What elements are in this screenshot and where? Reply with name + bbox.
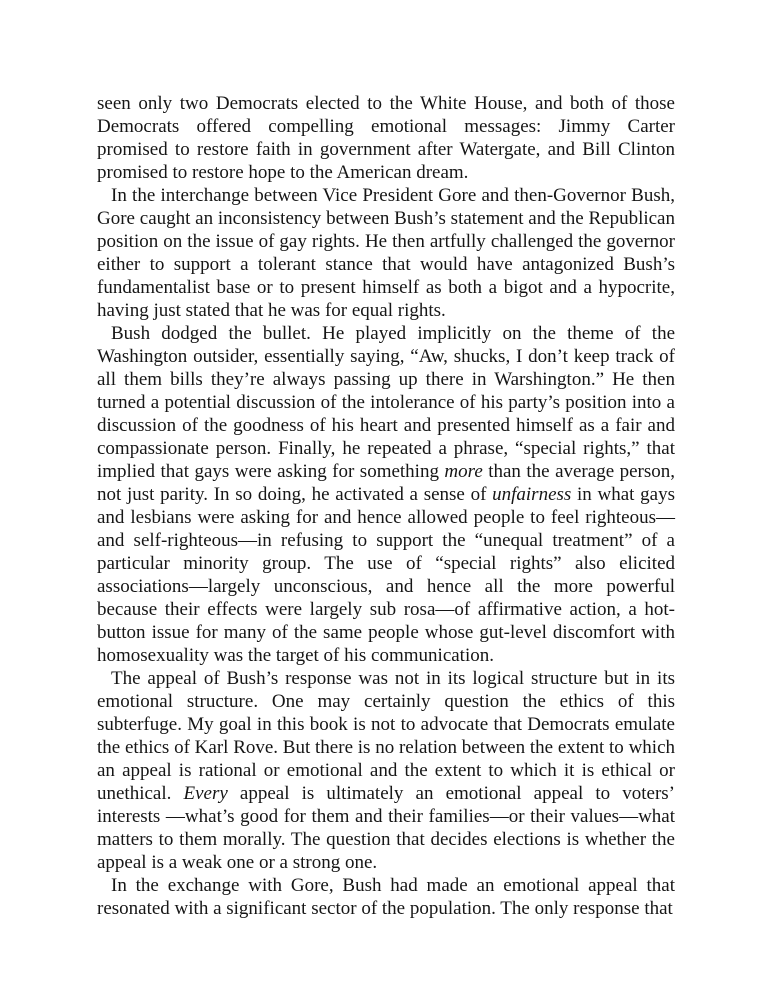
paragraph-5 — [97, 874, 675, 920]
paragraph-5-text: In the exchange with Gore, Bush had made an emotional appeal that resonated with a significant sector of the population. The only response that — [97, 875, 675, 919]
paragraph-3-emphasis-more: more — [444, 461, 483, 482]
paragraph-4-text-b: appeal is ultimately an emotional appeal to voters’ interests —what’s good for them and their families—or their values—what matters to them morally. The question that decides elections is whether the appeal is a weak one or a strong one. — [97, 783, 675, 873]
paragraph-4-emphasis-every: Every — [183, 783, 228, 804]
paragraph-3-text-c: in what gays and lesbians were asking for and hence allowed people to feel righteous—and self-righteous—in refusing to support the “unequal treatment” of a particular minority group. The use of “special rights” also elicited associations—largely unconscious, and hence all the more powerful because their effects were largely sub rosa—of affirmative action, a hot-button issue for many of the same people whose gut-level discomfort with homosexuality was the target of his communication. — [97, 484, 676, 666]
paragraph-4 — [97, 667, 675, 874]
book-page-body — [97, 92, 675, 920]
paragraph-2 — [97, 184, 675, 322]
paragraph-3-emphasis-unfairness: unfairness — [492, 484, 572, 505]
paragraph-3-text-a: Bush dodged the bullet. He played implicitly on the theme of the Washington outsider, essentially saying, “Aw, shucks, I don’t keep track of all them bills they’re always passing up there in Warshington.” He then turned a potential discussion of the intolerance of his party’s position into a discussion of the goodness of his heart and presented himself as a fair and compassionate person. Finally, he repeated a phrase, “special rights,” that implied that gays were asking for something — [97, 323, 675, 482]
paragraph-1 — [97, 92, 675, 184]
paragraph-3-text-b: than the average person, not just parity. In so doing, he activated a sense of — [97, 461, 675, 505]
paragraph-1-text: seen only two Democrats elected to the White House, and both of those Democrats offered compelling emotional messages: Jimmy Carter promised to restore faith in government after Watergate, and Bill Clinton promised to restore hope to the American dream. — [97, 93, 675, 183]
paragraph-2-text: In the interchange between Vice President Gore and then-Governor Bush, Gore caught an inconsistency between Bush’s statement and the Republican position on the issue of gay rights. He then artfully challenged the governor either to support a tolerant stance that would have antagonized Bush’s fundamentalist base or to present himself as both a bigot and a hypocrite, having just stated that he was for equal rights. — [97, 185, 675, 321]
paragraph-4-text-a: The appeal of Bush’s response was not in its logical structure but in its emotional structure. One may certainly question the ethics of this subterfuge. My goal in this book is not to advocate that Democrats emulate the ethics of Karl Rove. But there is no relation between the extent to which an appeal is rational or emotional and the extent to which it is ethical or unethical. — [97, 668, 675, 804]
paragraph-3 — [97, 322, 675, 667]
